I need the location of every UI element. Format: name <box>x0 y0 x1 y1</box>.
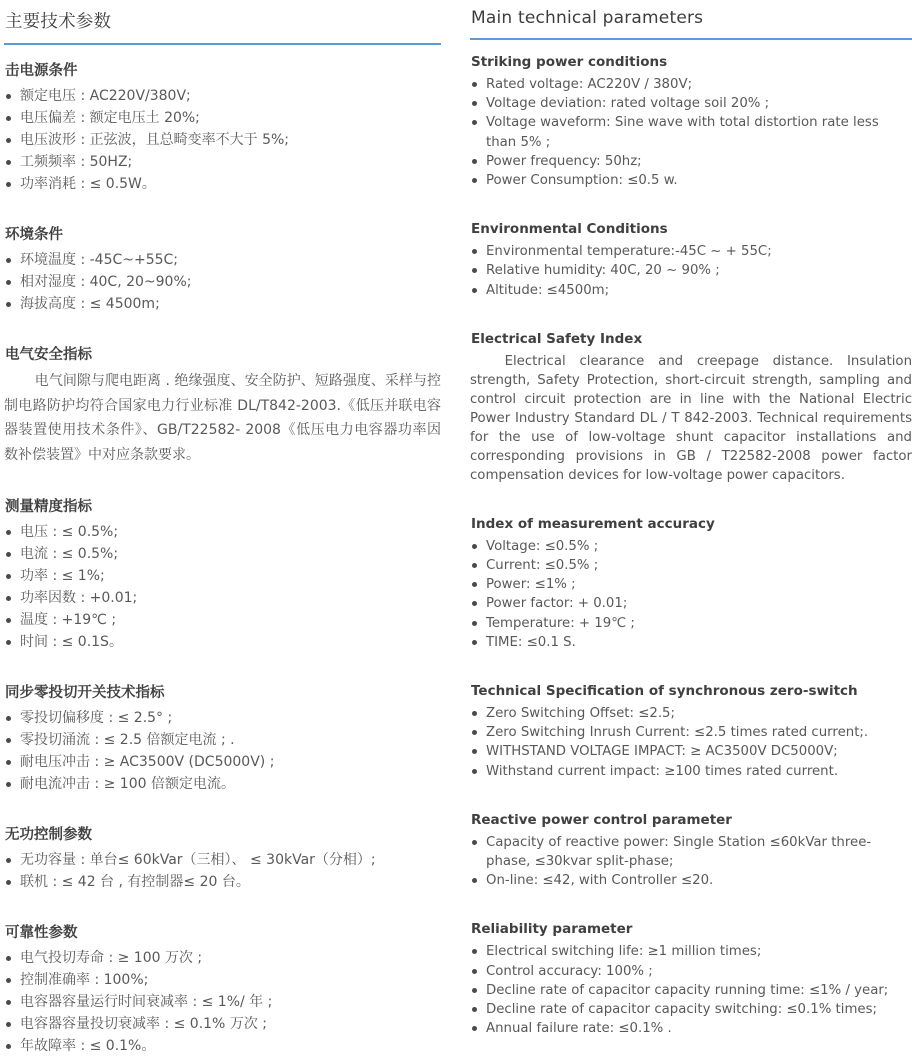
bullet-text: 无功容量 : 单台≤ 60kVar（三相）、 ≤ 30kVar（分相）; <box>20 852 376 868</box>
bullet-icon <box>472 949 477 954</box>
section-heading: 击电源条件 <box>5 63 78 79</box>
bullet-text: 电容器容量投切衰减率 : ≤ 0.1% 万次 ; <box>20 1016 267 1032</box>
bullet-item <box>4 991 441 1013</box>
bullet-item <box>470 981 912 1000</box>
bullet-item <box>470 94 912 113</box>
bullet-list <box>470 537 912 652</box>
section-heading: Environmental Conditions <box>471 221 668 238</box>
bullet-icon <box>6 182 11 187</box>
bullet-text: 年故障率 : ≤ 0.1%。 <box>20 1038 156 1054</box>
bullet-icon <box>6 116 11 121</box>
bullet-text: Zero Switching Offset: ≤2.5; <box>486 706 676 722</box>
bullet-text: 额定电压 : AC220V/380V; <box>20 88 191 104</box>
bullet-icon <box>472 178 477 183</box>
bullet-item <box>4 173 441 195</box>
bullet-text: 工频频率 : 50HZ; <box>20 154 133 170</box>
bullet-item <box>470 242 912 261</box>
bullet-icon <box>472 544 477 549</box>
bullet-list <box>470 242 912 300</box>
bullet-text: 零投切偏移度 : ≤ 2.5° ; <box>20 710 173 726</box>
bullet-list <box>4 249 441 315</box>
bullet-item <box>4 587 441 609</box>
bullet-item <box>4 969 441 991</box>
bullet-item <box>470 962 912 981</box>
bullet-text: Temperature: + 19℃ ; <box>486 615 635 631</box>
bullet-icon <box>472 1026 477 1031</box>
bullet-icon <box>472 621 477 626</box>
bullet-item <box>4 773 441 795</box>
section-heading: Index of measurement accuracy <box>471 515 715 532</box>
spec-section <box>4 343 441 467</box>
bullet-item <box>470 723 912 742</box>
bullet-icon <box>472 82 477 87</box>
bullet-icon <box>472 749 477 754</box>
bullet-text: 电压波形 : 正弦波，且总畸变率不大于 5%; <box>20 132 289 148</box>
bullet-icon <box>472 640 477 645</box>
bullet-icon <box>472 582 477 587</box>
bullet-icon <box>472 840 477 845</box>
bullet-text: 电气投切寿命 : ≥ 100 万次 ; <box>20 950 203 966</box>
bullet-item <box>4 271 441 293</box>
bullet-icon <box>6 552 11 557</box>
bullet-text: 耐电压冲击 : ≥ AC3500V (DC5000V) ; <box>20 754 275 770</box>
bullet-item <box>4 947 441 969</box>
bullet-icon <box>472 601 477 606</box>
bullet-icon <box>6 782 11 787</box>
bullet-item <box>470 281 912 300</box>
bullet-item <box>4 85 441 107</box>
bullet-icon <box>6 160 11 165</box>
bullet-icon <box>6 574 11 579</box>
bullet-text: 相对湿度 : 40C, 20~90%; <box>20 274 192 290</box>
spec-section <box>4 823 441 893</box>
bullet-icon <box>472 120 477 125</box>
bullet-icon <box>6 978 11 983</box>
bullet-list <box>470 833 912 891</box>
bullet-list <box>470 704 912 781</box>
bullet-icon <box>472 101 477 106</box>
bullet-icon <box>6 738 11 743</box>
bullet-text: 时间 : ≤ 0.1S。 <box>20 634 123 650</box>
bullet-icon <box>6 716 11 721</box>
bullet-text: 功率因数 : +0.01; <box>20 590 138 606</box>
sections-en <box>470 54 912 1038</box>
bullet-item <box>470 1000 912 1019</box>
section-paragraph: Electrical clearance and creepage distance. Insulation strength, Safety Protection, short-circuit strength, sampling and control circuit protection are in line with the National Electric Power Industry Standard DL / T 842-2003. Technical requirements for the use of low-voltage shunt capacitor installations and corresponding provisions in GB / T22582-2008 power factor compensation devices for low-voltage power capacitors. <box>470 353 912 483</box>
bullet-item <box>470 762 912 781</box>
spec-section <box>4 59 441 195</box>
bullet-text: Power: ≤1% ; <box>486 577 576 593</box>
bullet-item <box>470 261 912 280</box>
bullet-text: 零投切涌流 : ≤ 2.5 倍额定电流 ; . <box>20 732 235 748</box>
bullet-item <box>4 151 441 173</box>
bullet-item <box>470 152 912 171</box>
bullet-item <box>4 707 441 729</box>
bullet-icon <box>6 760 11 765</box>
bullet-icon <box>472 988 477 993</box>
spec-section <box>470 331 912 485</box>
bullet-icon <box>472 969 477 974</box>
page-title-zh: 主要技术参数 <box>5 12 112 32</box>
bullet-icon <box>472 730 477 735</box>
bullet-text: Voltage waveform: Sine wave with total distortion rate less than 5% ; <box>486 115 879 150</box>
bullet-text: TIME: ≤0.1 S. <box>486 634 576 650</box>
bullet-item <box>4 249 441 271</box>
bullet-text: Electrical switching life: ≥1 million times; <box>486 944 762 960</box>
bullet-text: 耐电流冲击 : ≥ 100 倍额定电流。 <box>20 776 235 792</box>
section-paragraph: 电气间隙与爬电距离 . 绝缘强度、安全防护、短路强度、采样与控制电路防护均符合国家电力行业标准 DL/T842-2003.《低压并联电容器装置使用技术条件》、GB/T22582- 2008《低压电力电容器功率因数补偿装置》中对应条款要求。 <box>4 373 441 463</box>
bullet-list <box>4 521 441 653</box>
bullet-item <box>4 849 441 871</box>
bullet-item <box>4 293 441 315</box>
section-heading: Reliability parameter <box>471 921 633 938</box>
bullet-icon <box>6 1000 11 1005</box>
section-heading: Striking power conditions <box>471 54 668 70</box>
bullet-item <box>470 633 912 652</box>
spec-section <box>470 54 912 190</box>
bullet-text: Annual failure rate: ≤0.1% . <box>486 1021 672 1037</box>
bullet-text: Zero Switching Inrush Current: ≤2.5 times rated current;. <box>486 725 869 741</box>
bullet-item <box>470 1019 912 1038</box>
section-heading: 测量精度指标 <box>5 499 92 515</box>
bullet-text: 电压偏差 : 额定电压土 20%; <box>20 110 200 126</box>
title-divider <box>470 38 912 40</box>
bullet-item <box>470 113 912 151</box>
section-heading: Electrical Safety Index <box>471 330 643 347</box>
bullet-item <box>470 75 912 94</box>
bullet-item <box>4 565 441 587</box>
sections-zh <box>4 59 441 1057</box>
bullet-item <box>470 575 912 594</box>
bullet-icon <box>472 769 477 774</box>
bullet-item <box>4 521 441 543</box>
bullet-item <box>470 594 912 613</box>
bullet-item <box>470 614 912 633</box>
spec-section <box>470 812 912 891</box>
bullet-text: WITHSTAND VOLTAGE IMPACT: ≥ AC3500V DC5000V; <box>486 744 838 760</box>
bullet-text: Power factor: + 0.01; <box>486 596 628 612</box>
bullet-text: Decline rate of capacitor capacity running time: ≤1% / year; <box>486 982 889 998</box>
section-heading: 电气安全指标 <box>5 347 92 363</box>
bullet-icon <box>6 530 11 535</box>
bullet-item <box>470 942 912 961</box>
bullet-icon <box>472 711 477 716</box>
bullet-text: Power frequency: 50hz; <box>486 153 642 169</box>
bullet-item <box>4 1035 441 1057</box>
bullet-item <box>4 129 441 151</box>
bullet-icon <box>6 1044 11 1049</box>
spec-section <box>4 223 441 315</box>
bullet-list <box>4 85 441 195</box>
bullet-text: 电流 : ≤ 0.5%; <box>20 546 119 562</box>
bullet-item <box>470 833 912 871</box>
bullet-text: Relative humidity: 40C, 20 ~ 90% ; <box>486 263 720 279</box>
bullet-text: Rated voltage: AC220V / 380V; <box>486 77 693 92</box>
section-heading: 无功控制参数 <box>5 827 92 843</box>
bullet-list <box>4 707 441 795</box>
bullet-text: 温度 : +19℃ ; <box>20 612 117 628</box>
bullet-icon <box>6 280 11 285</box>
bullet-text: Control accuracy: 100% ; <box>486 963 653 979</box>
bullet-icon <box>6 302 11 307</box>
bullet-icon <box>472 159 477 164</box>
bullet-list <box>4 947 441 1057</box>
bullet-icon <box>472 563 477 568</box>
bullet-text: Environmental temperature:-45C ~ + 55C; <box>486 244 772 260</box>
bullet-item <box>470 742 912 761</box>
bullet-icon <box>6 1022 11 1027</box>
bullet-item <box>4 871 441 893</box>
bullet-list <box>4 849 441 893</box>
bullet-text: 控制准确率 : 100%; <box>20 972 149 988</box>
section-heading: Technical Specification of synchronous zero-switch <box>471 683 858 700</box>
bullet-text: Withstand current impact: ≥100 times rated current. <box>486 763 839 779</box>
bullet-icon <box>6 618 11 623</box>
bullet-item <box>4 609 441 631</box>
bullet-text: 电容器容量运行时间衰减率 : ≤ 1%/ 年 ; <box>20 994 273 1010</box>
bullet-item <box>470 556 912 575</box>
bullet-icon <box>6 258 11 263</box>
bullet-icon <box>6 596 11 601</box>
bullet-item <box>4 1013 441 1035</box>
section-heading: 同步零投切开关技术指标 <box>5 685 165 701</box>
title-divider <box>4 43 441 45</box>
bullet-icon <box>6 956 11 961</box>
spec-section <box>470 516 912 652</box>
bullet-item <box>4 107 441 129</box>
bullet-item <box>470 871 912 890</box>
spec-section <box>4 681 441 795</box>
bullet-text: Decline rate of capacitor capacity switching: ≤0.1% times; <box>486 1002 878 1018</box>
bullet-item <box>470 171 912 190</box>
bullet-icon <box>6 138 11 143</box>
bullet-item <box>470 704 912 723</box>
spec-section <box>4 495 441 653</box>
bullet-text: 联机 : ≤ 42 台 , 有控制器≤ 20 台。 <box>20 874 250 890</box>
bullet-text: Voltage: ≤0.5% ; <box>486 538 599 554</box>
bullet-text: Current: ≤0.5% ; <box>486 558 599 574</box>
bullet-icon <box>472 1007 477 1012</box>
section-heading: Reactive power control parameter <box>471 811 732 828</box>
english-column <box>470 4 912 1057</box>
bullet-item <box>470 537 912 556</box>
bullet-text: 海拔高度 : ≤ 4500m; <box>20 296 160 312</box>
chinese-column <box>4 4 441 1057</box>
bullet-text: Power Consumption: ≤0.5 w. <box>486 173 678 189</box>
section-heading: 环境条件 <box>5 227 63 243</box>
bullet-icon <box>472 268 477 273</box>
section-heading: 可靠性参数 <box>5 925 78 941</box>
bullet-text: 功率 : ≤ 1%; <box>20 568 105 584</box>
spec-section <box>470 683 912 781</box>
bullet-list <box>470 942 912 1038</box>
bullet-icon <box>472 288 477 293</box>
bullet-text: Altitude: ≤4500m; <box>486 282 610 298</box>
bullet-item <box>4 751 441 773</box>
bullet-icon <box>472 249 477 254</box>
bullet-text: 功率消耗 : ≤ 0.5W。 <box>20 176 156 192</box>
bullet-text: 电压 : ≤ 0.5%; <box>20 524 119 540</box>
page-title-en: Main technical parameters <box>471 8 704 28</box>
bullet-icon <box>472 878 477 883</box>
bullet-text: On-line: ≤42, with Controller ≤20. <box>486 873 714 889</box>
bullet-text: 环境温度 : -45C~+55C; <box>20 252 179 268</box>
spec-section <box>470 221 912 300</box>
bullet-item <box>4 729 441 751</box>
bullet-icon <box>6 640 11 645</box>
bullet-icon <box>6 880 11 885</box>
bullet-item <box>4 543 441 565</box>
spec-section <box>4 921 441 1057</box>
bullet-icon <box>6 94 11 99</box>
bullet-item <box>4 631 441 653</box>
bullet-text: Voltage deviation: rated voltage soil 20% ; <box>486 96 770 112</box>
spec-section <box>470 921 912 1038</box>
bullet-list <box>470 75 912 190</box>
bullet-icon <box>6 858 11 863</box>
bullet-text: Capacity of reactive power: Single Station ≤60kVar three-phase, ≤30kvar split-phase; <box>486 834 872 870</box>
